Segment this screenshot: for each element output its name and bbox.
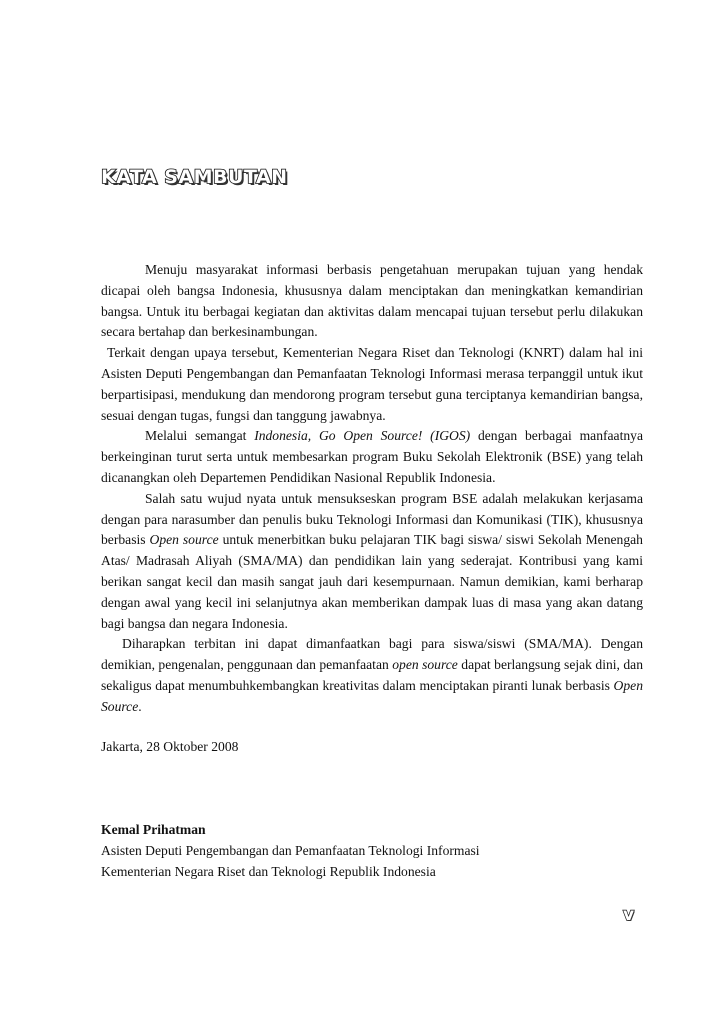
paragraph <box>101 426 643 488</box>
paragraph <box>101 343 643 426</box>
text-run: . <box>138 698 142 714</box>
text-run: untuk menerbitkan buku pelajaran TIK bagi siswa/ siswi Sekolah Menengah Atas/ Madrasah Aliyah (SMA/MA) dan pendidikan lain yang sederajat. Kontribusi yang kami berikan sangat kecil dan masih sangat jauh dari kesempurnaan. Namun demikian, kami berharap dengan awal yang kecil ini selanjutnya akan memberikan dampak luas di masa yang akan datang bagi bangsa dan negara Indonesia. <box>101 532 643 631</box>
text-run: Salah satu wujud nyata untuk mensukseskan program BSE adalah melakukan kerjasama dengan para narasumber dan penulis buku Teknologi Informasi dan Komunikasi (TIK), khususnya berbasis <box>101 490 643 548</box>
text-run: dapat berlangsung sejak dini, dan sekaligus dapat menumbuhkembangkan kreativitas dalam menciptakan piranti lunak berbasis <box>101 657 644 693</box>
page-number: v <box>623 905 635 925</box>
signatory-position: Asisten Deputi Pengembangan dan Pemanfaatan Teknologi Informasi <box>101 842 480 858</box>
text-run: Terkait dengan upaya tersebut, Kementerian Negara Riset dan Teknologi (KNRT) dalam hal ini Asisten Deputi Pengembangan dan Pemanfaatan Teknologi Informasi merasa terpanggil untuk ikut berpartisipasi, mendukung dan mendorong program tersebut guna terciptanya kemandirian bangsa, sesuai dengan tugas, fungsi dan tanggung jawabnya. <box>101 345 643 423</box>
italic-text: Indonesia, Go Open Source! (IGOS) <box>254 428 471 444</box>
paragraph <box>101 634 643 717</box>
text-run: Melalui semangat <box>145 428 255 444</box>
italic-text: Open Source <box>101 677 643 714</box>
text-run: Menuju masyarakat informasi berbasis pengetahuan merupakan tujuan yang hendak dicapai oleh bangsa Indonesia, khususnya dalam menciptakan dan meningkatkan kemandirian bangsa. Untuk itu berbagai kegiatan dan aktivitas dalam mencapai tujuan tersebut perlu dilakukan secara bertahap dan berkesinambungan. <box>101 262 643 340</box>
body-text <box>101 260 643 718</box>
signatory-name: Kemal Prihatman <box>101 822 206 837</box>
italic-text: Open source <box>149 532 219 548</box>
page-title: KATA SAMBUTAN <box>101 166 288 188</box>
place-date: Jakarta, 28 Oktober 2008 <box>101 739 239 754</box>
signature-block <box>101 820 480 882</box>
text-run: dengan berbagai manfaatnya berkeinginan turut serta untuk membesarkan program Buku Sekolah Elektronik (BSE) yang telah dicanangkan oleh Departemen Pendidikan Nasional Republik Indonesia. <box>101 428 643 485</box>
signatory-institution: Kementerian Negara Riset dan Teknologi Republik Indonesia <box>101 863 436 879</box>
paragraph <box>101 489 643 635</box>
italic-text: open source <box>392 657 458 673</box>
paragraph <box>101 260 643 343</box>
text-run: Diharapkan terbitan ini dapat dimanfaatkan bagi para siswa/siswi (SMA/MA). Dengan demikian, pengenalan, penggunaan dan pemanfaatan <box>101 636 643 673</box>
